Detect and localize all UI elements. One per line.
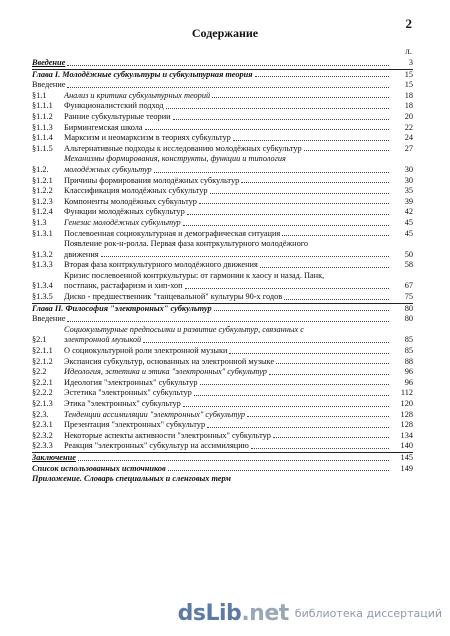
toc-entry-page: 15 bbox=[404, 80, 413, 90]
toc-entry-number: §2.2.1 bbox=[32, 377, 53, 387]
toc-entry-title: Классификация молодёжных субкультур bbox=[64, 186, 208, 196]
dot-leader bbox=[241, 182, 389, 183]
toc-entry-page: 112 bbox=[400, 388, 413, 398]
toc-entry-title: Приложение. Словарь специальных и сленговых терм bbox=[32, 474, 231, 484]
dot-leader bbox=[78, 460, 389, 461]
toc-entry-page: 140 bbox=[400, 441, 413, 451]
toc-entry-number: §1.3.4 bbox=[32, 281, 53, 291]
toc-entry-page: 22 bbox=[404, 122, 413, 132]
toc-entry-title: Социокультурные предпосылки и развитие субкультур, связанных с bbox=[64, 324, 304, 334]
toc-entry-title: Диско - предшественник "танцевальной" культуры 90-х годов bbox=[64, 292, 283, 302]
toc-entry-title: Заключение bbox=[32, 452, 76, 462]
dot-leader bbox=[183, 225, 389, 226]
dot-leader bbox=[233, 140, 389, 141]
toc-entry-number: §1.1.5 bbox=[32, 143, 53, 153]
toc-entry bbox=[32, 303, 413, 315]
toc-entry-title: Генезис молодёжных субкультур bbox=[64, 217, 181, 227]
dot-leader bbox=[212, 97, 389, 98]
toc-entry bbox=[32, 314, 413, 325]
dot-leader bbox=[173, 119, 389, 120]
toc-entry-page: 27 bbox=[404, 143, 413, 153]
toc-entry-number: §1.1.2 bbox=[32, 111, 53, 121]
toc-entry-page: 18 bbox=[404, 101, 413, 111]
dot-leader bbox=[304, 150, 389, 151]
toc-entry bbox=[32, 207, 413, 218]
toc-entry-title: Введение bbox=[32, 314, 66, 324]
toc-entry-title: О социокультурной роли электронной музыки bbox=[64, 346, 228, 356]
toc-entry-number: §2.1.1 bbox=[32, 346, 53, 356]
toc-entry-number: §1.1 bbox=[32, 90, 47, 100]
dot-leader bbox=[168, 470, 389, 471]
toc-entry-title: Введение bbox=[32, 80, 66, 90]
toc-entry-title: Реакция "электронных" субкультур на ассимиляцию bbox=[64, 441, 249, 451]
toc-entry-page: 50 bbox=[404, 249, 413, 259]
toc-entry bbox=[32, 464, 413, 475]
toc-entry-page: 96 bbox=[404, 377, 413, 387]
page-number: 2 bbox=[405, 16, 412, 31]
toc-entry-page: 35 bbox=[404, 186, 413, 196]
dot-leader bbox=[284, 299, 389, 300]
toc-entry-title: движения bbox=[64, 249, 99, 259]
toc-entry-title: Список использованных источников bbox=[32, 463, 166, 473]
page-column-label: л. bbox=[405, 46, 412, 56]
toc-entry-page: 145 bbox=[400, 452, 413, 462]
toc-entry-number: §2.1.3 bbox=[32, 399, 53, 408]
toc-entry bbox=[32, 410, 413, 421]
toc-entry bbox=[32, 399, 413, 410]
watermark-logo: dsLib.net bbox=[177, 601, 289, 626]
watermark bbox=[178, 601, 442, 626]
toc-entry-title: Экспансия субкультур, основанных на электронной музыке bbox=[64, 356, 275, 366]
toc-entry-title: Глава II. Философия "электронных" субкультур bbox=[32, 303, 212, 313]
toc-entry bbox=[32, 431, 413, 442]
dot-leader bbox=[145, 129, 389, 130]
toc-entry-title: Некоторые аспекты активности "электронных" субкультур bbox=[64, 430, 271, 440]
toc-entry-title: электронной музыкой bbox=[64, 335, 142, 345]
toc-entry-number: §2.3.1 bbox=[32, 420, 53, 430]
toc-entry-page: 128 bbox=[400, 409, 413, 419]
toc-entry-page: 58 bbox=[404, 260, 413, 270]
toc-entry-page: 3 bbox=[408, 58, 413, 67]
toc-entry-title: Идеология, эстетика и этика "электронных" субкультур bbox=[64, 367, 267, 377]
toc-entry-number: §2.2 bbox=[32, 367, 47, 377]
toc-entry-number: §1.2.2 bbox=[32, 186, 53, 196]
toc-entry-number: §2.1.2 bbox=[32, 356, 53, 366]
dot-leader bbox=[101, 256, 389, 257]
toc-entry bbox=[32, 357, 413, 368]
toc-entry-title: Появление рок-н-ролла. Первая фаза контркультурного молодёжного bbox=[64, 239, 309, 249]
toc-entry-title: Кризис послевоенной контркультуры: от гармонии к хаосу и назад. Панк, bbox=[64, 270, 325, 280]
toc-entry-title: Функционалистский подход bbox=[64, 101, 164, 111]
toc-entry bbox=[32, 133, 413, 144]
toc-entry bbox=[32, 186, 413, 197]
toc-entry bbox=[32, 346, 413, 357]
dot-leader bbox=[276, 363, 389, 364]
toc-entry bbox=[32, 154, 413, 175]
toc-entry-number: §1.2.4 bbox=[32, 207, 53, 217]
toc-entry-number: §1.3 bbox=[32, 217, 47, 227]
toc-entry-title: Послевоенная социокультурная и демографическая ситуация bbox=[64, 228, 281, 238]
toc-entry-page: 134 bbox=[400, 430, 413, 440]
toc-entry bbox=[32, 112, 413, 123]
toc-entry-title: Этика "электронных" субкультур bbox=[64, 399, 181, 408]
toc-entry-number: §1.3.2 bbox=[32, 249, 53, 259]
toc-entry-title: Ранние субкультурные теории bbox=[64, 111, 171, 121]
dot-leader bbox=[185, 288, 389, 289]
dot-leader bbox=[207, 427, 389, 428]
dot-leader bbox=[166, 108, 389, 109]
toc-entry-page: 80 bbox=[404, 314, 413, 324]
dot-leader bbox=[200, 384, 389, 385]
toc-entry bbox=[32, 420, 413, 431]
toc-entry-page: 80 bbox=[404, 303, 413, 313]
toc-entry-page: 120 bbox=[400, 399, 413, 408]
toc-entry-title: Введение bbox=[32, 58, 66, 67]
toc-entry-page: 30 bbox=[404, 164, 413, 174]
toc-entry-number: §2.1 bbox=[32, 335, 47, 345]
toc-entry-page: 39 bbox=[404, 196, 413, 206]
toc-entry bbox=[32, 80, 413, 91]
toc-entry bbox=[32, 441, 413, 452]
toc-entry-number: §1.3.1 bbox=[32, 228, 53, 238]
toc-entry-page: 128 bbox=[400, 420, 413, 430]
table-of-contents bbox=[32, 58, 413, 485]
toc-entry-title: Функции молодёжных субкультур bbox=[64, 207, 185, 217]
toc-entry bbox=[32, 101, 413, 112]
page-title: Содержание bbox=[191, 26, 259, 40]
dot-leader bbox=[260, 267, 389, 268]
dot-leader bbox=[67, 87, 389, 88]
toc-entry bbox=[32, 123, 413, 134]
toc-entry-number: §2.3.3 bbox=[32, 441, 53, 451]
toc-entry-title: Бирмингемская школа bbox=[64, 122, 143, 132]
toc-entry-page: 15 bbox=[404, 69, 413, 79]
toc-entry bbox=[32, 367, 413, 378]
toc-entry-page: 85 bbox=[404, 346, 413, 356]
toc-entry-number: §1.1.4 bbox=[32, 133, 53, 143]
toc-entry-page: 30 bbox=[404, 175, 413, 185]
dot-leader bbox=[247, 416, 389, 417]
toc-entry bbox=[32, 474, 413, 485]
toc-entry-title: Марксизм и неомарксизм в теориях субкультур bbox=[64, 133, 231, 143]
toc-entry-page: 20 bbox=[404, 111, 413, 121]
toc-entry bbox=[32, 229, 413, 240]
toc-entry-title: постпанк, растафаризм и хип-хоп bbox=[64, 281, 183, 291]
toc-entry bbox=[32, 91, 413, 102]
dot-leader bbox=[67, 321, 389, 322]
dot-leader bbox=[269, 374, 389, 375]
toc-entry-title: Тенденции ассимиляции "электронных" субкультур bbox=[64, 409, 246, 419]
toc-entry-page: 45 bbox=[404, 228, 413, 238]
toc-entry bbox=[32, 176, 413, 187]
toc-entry-page: 67 bbox=[404, 281, 413, 291]
dot-leader bbox=[255, 76, 389, 77]
toc-entry bbox=[32, 452, 413, 464]
toc-entry bbox=[32, 271, 413, 292]
dot-leader bbox=[183, 406, 389, 407]
toc-entry bbox=[32, 144, 413, 155]
dot-leader bbox=[251, 448, 389, 449]
toc-entry bbox=[32, 218, 413, 229]
toc-entry-title: Причины формирования молодёжных субкультур bbox=[64, 175, 240, 185]
dot-leader bbox=[273, 437, 389, 438]
dot-leader bbox=[154, 172, 389, 173]
toc-entry bbox=[32, 292, 413, 303]
toc-entry-page: 45 bbox=[404, 217, 413, 227]
toc-entry-number: §1.1.1 bbox=[32, 101, 53, 111]
toc-entry-title: Эстетика "электронных" субкультур bbox=[64, 388, 192, 398]
toc-entry bbox=[32, 325, 413, 346]
toc-entry-page: 149 bbox=[400, 463, 413, 473]
dot-leader bbox=[282, 235, 389, 236]
toc-entry bbox=[32, 197, 413, 208]
dot-leader bbox=[229, 353, 389, 354]
toc-entry-title: Вторая фаза контркультурного молодёжного движения bbox=[64, 260, 258, 270]
toc-entry-number: §2.2.2 bbox=[32, 388, 53, 398]
toc-entry-number: §1.2. bbox=[32, 164, 49, 174]
toc-entry-title: Глава I. Молодёжные субкультуры и субкультурная теория bbox=[32, 69, 253, 79]
toc-entry-title: Идеология "электронных" субкультур bbox=[64, 377, 198, 387]
toc-entry-number: §1.3.5 bbox=[32, 292, 53, 302]
dot-leader bbox=[67, 65, 389, 66]
toc-entry-number: §1.2.1 bbox=[32, 175, 53, 185]
dot-leader bbox=[210, 193, 389, 194]
toc-entry-page: 18 bbox=[404, 90, 413, 100]
toc-entry-page: 85 bbox=[404, 335, 413, 345]
toc-entry-number: §2.3.2 bbox=[32, 430, 53, 440]
toc-entry-page: 88 bbox=[404, 356, 413, 366]
toc-entry bbox=[32, 388, 413, 399]
toc-entry bbox=[32, 69, 413, 81]
toc-entry bbox=[32, 260, 413, 271]
toc-entry-number: §1.1.3 bbox=[32, 122, 53, 132]
watermark-subtitle: библиотека диссертаций bbox=[294, 607, 442, 620]
toc-entry-page: 96 bbox=[404, 367, 413, 377]
toc-entry-title: Механизмы формирования, конструкты, функции и типология bbox=[64, 154, 286, 164]
dot-leader bbox=[199, 203, 389, 204]
toc-entry-number: §1.2.3 bbox=[32, 196, 53, 206]
dot-leader bbox=[143, 342, 389, 343]
dot-leader bbox=[194, 395, 389, 396]
toc-entry bbox=[32, 58, 413, 69]
toc-entry-title: молодёжных субкультур bbox=[64, 164, 152, 174]
toc-entry-title: Презентация "электронных" субкультур bbox=[64, 420, 206, 430]
dot-leader bbox=[187, 214, 389, 215]
toc-entry-title: Альтернативные подходы к исследованию молодёжных субкультур bbox=[64, 143, 302, 153]
dot-leader bbox=[214, 310, 389, 311]
toc-entry bbox=[32, 239, 413, 260]
toc-entry-page: 24 bbox=[404, 133, 413, 143]
toc-entry-title: Анализ и критика субкультурных теорий bbox=[64, 90, 211, 100]
toc-entry-page: 75 bbox=[404, 292, 413, 302]
toc-entry-number: §2.3. bbox=[32, 409, 49, 419]
toc-entry-page: 42 bbox=[404, 207, 413, 217]
toc-entry-number: §1.3.3 bbox=[32, 260, 53, 270]
toc-entry bbox=[32, 378, 413, 389]
toc-entry-title: Компоненты молодёжных субкультур bbox=[64, 196, 197, 206]
